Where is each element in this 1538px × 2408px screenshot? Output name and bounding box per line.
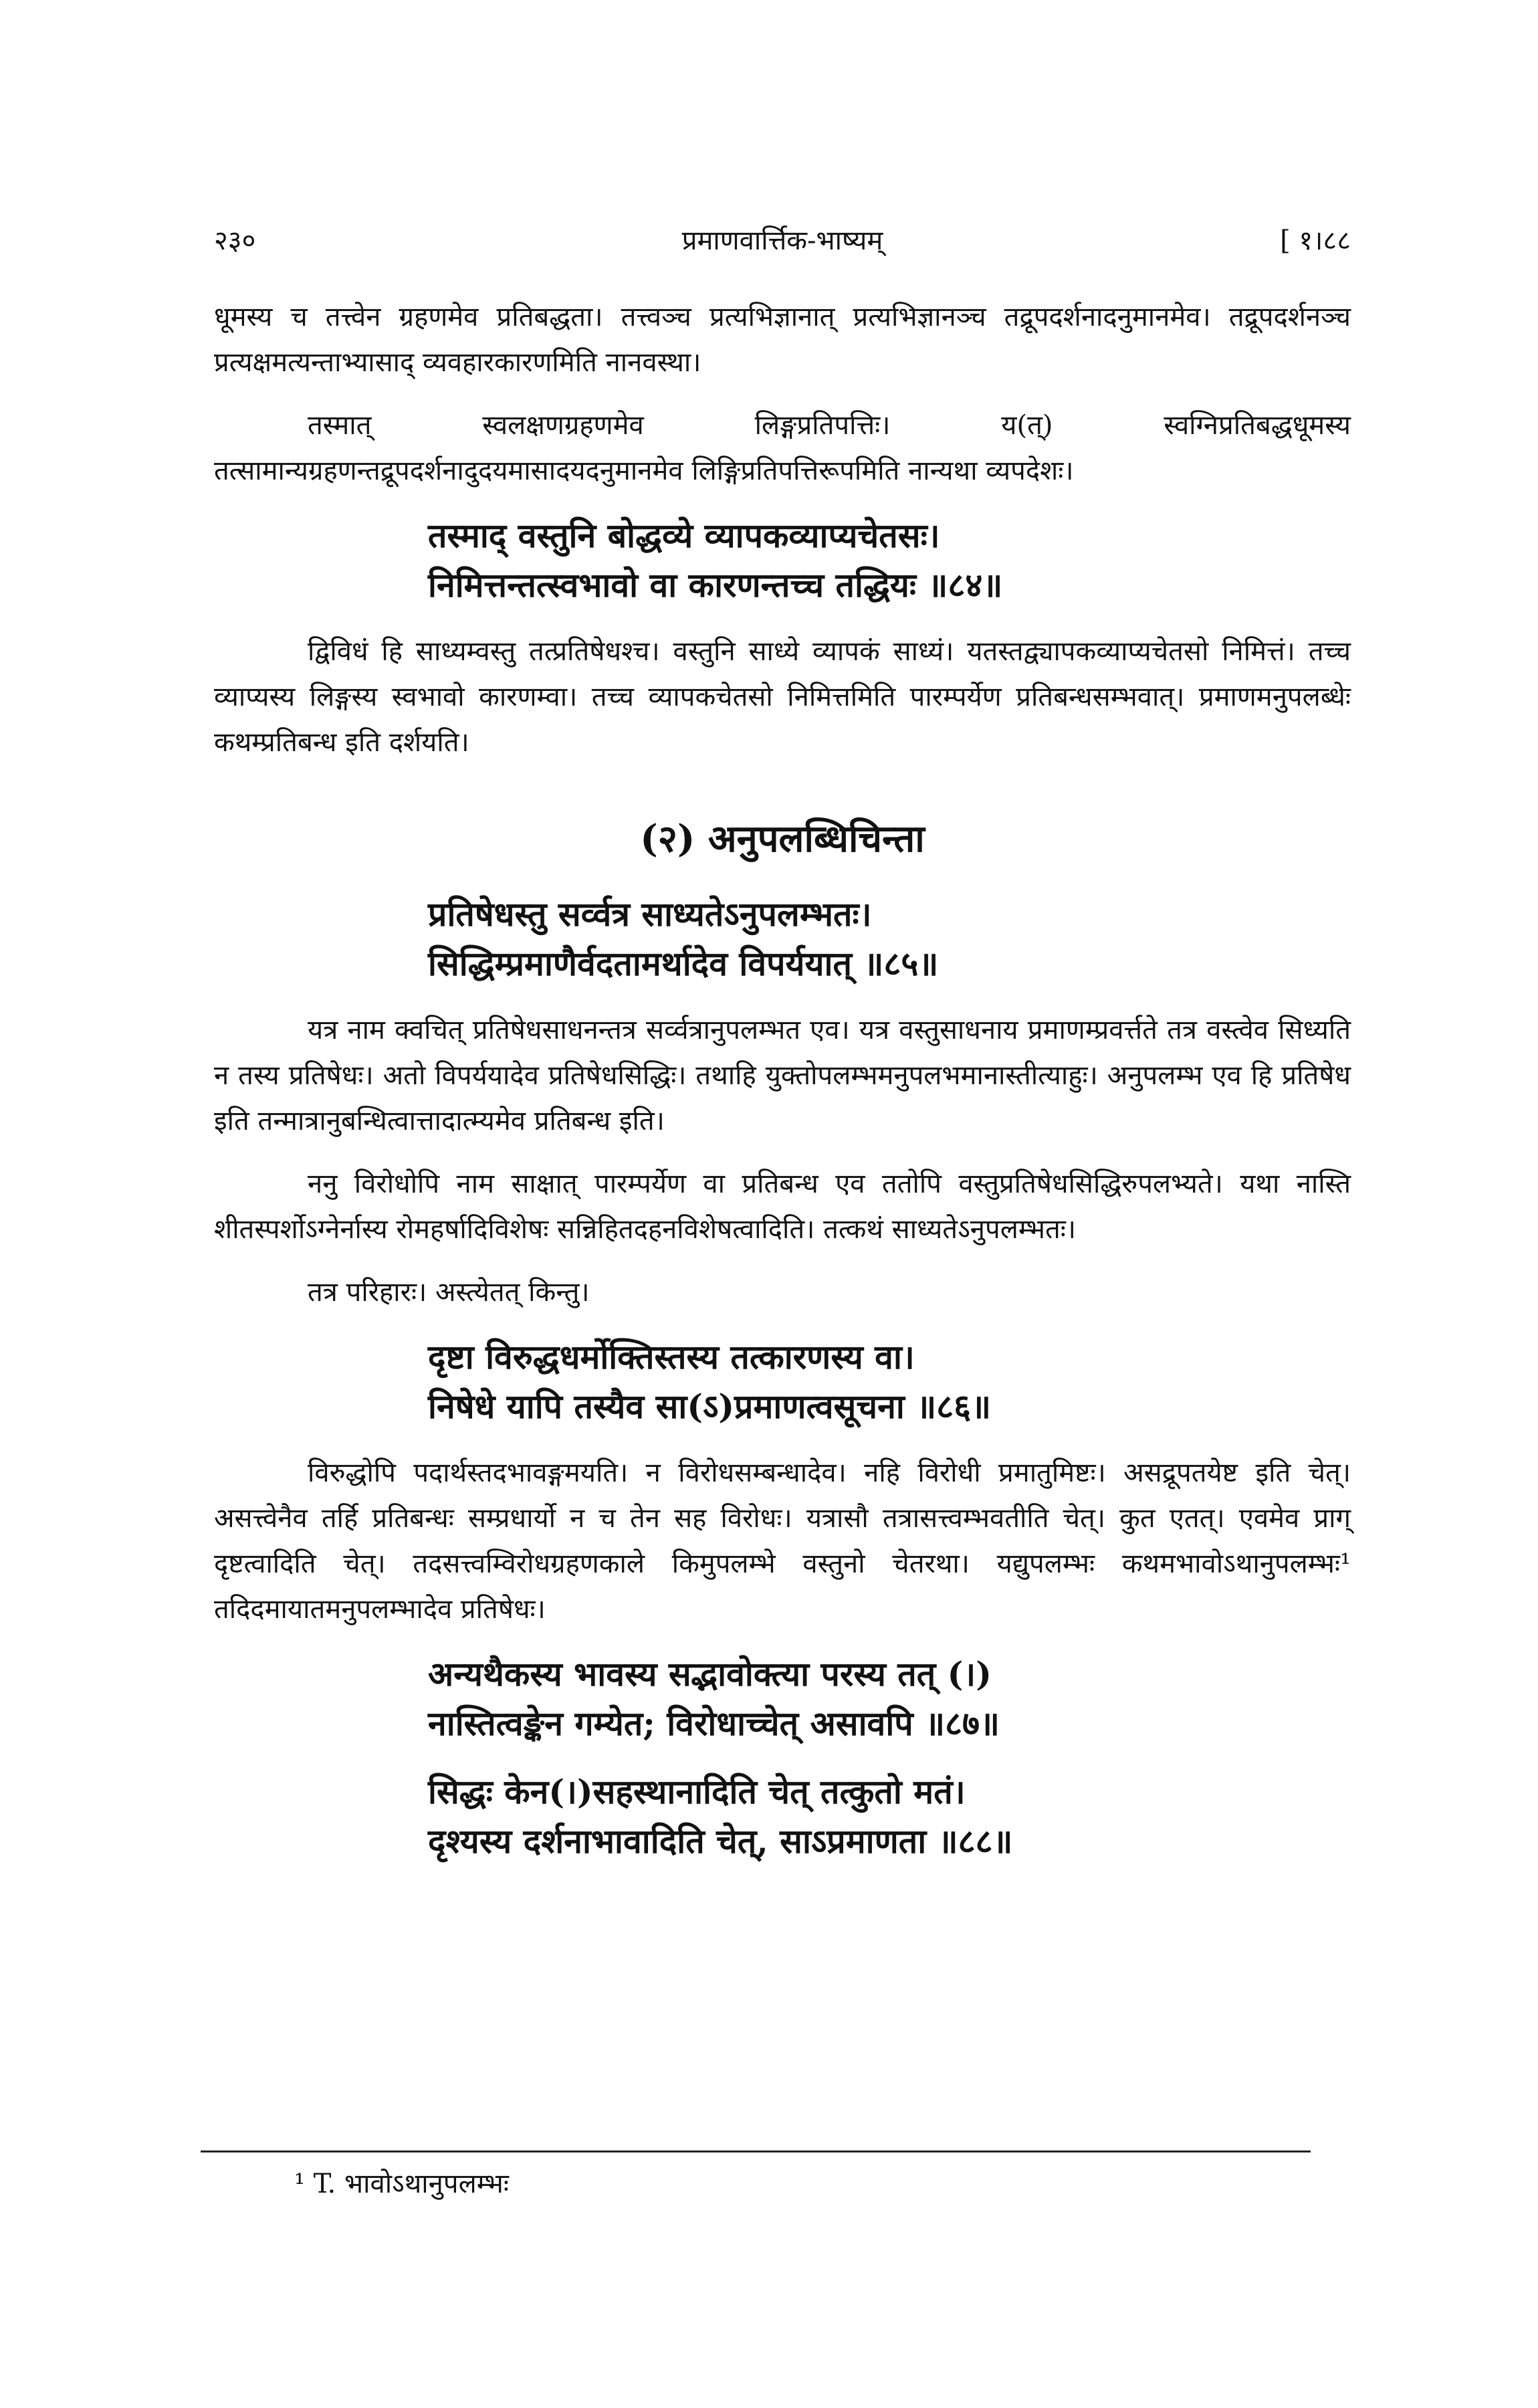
verse-86 [214,1332,1351,1431]
paragraph: यत्र नाम क्वचित् प्रतिषेधसाधनन्तत्र सर्व्वत्रानुपलम्भत एव। यत्र वस्तुसाधनाय प्रमाणम्प्रवर्त्तते तत्र वस्त्वेव सिध्यति न तस्य प्रतिषेधः। अतो विपर्ययादेव प्रतिषेधसिद्धिः। तथाहि युक्तोपलम्भमनुपलभमानास्तीत्याहुः। अनुपलम्भ एव हि प्रतिषेध इति तन्मात्रानुबन्धित्वात्तादात्म्यमेव प्रतिबन्ध इति। [214,1015,1351,1136]
verse-88 [214,1767,1351,1866]
running-title: प्रमाणवार्त्तिक-भाष्यम् [681,225,883,256]
verse-line: निमित्तन्तत्स्वभावो वा कारणन्तच्च तद्धियः ॥८४॥ [428,565,1003,605]
verse-line: निषेधे यापि तस्यैव सा(ऽ)प्रमाणत्वसूचना ॥८६॥ [428,1387,992,1426]
paragraph: विरुद्धोपि पदार्थस्तदभावङ्गमयति। न विरोधसम्बन्धादेव। नहि विरोधी प्रमातुमिष्टः। असद्रूपतयेष्ट इति चेत्। असत्त्वेनैव तर्हि प्रतिबन्धः सम्प्रधार्यो न च तेन सह विरोधः। यत्रासौ तत्रासत्त्वम्भवतीति चेत्। कुत एतत्। एवमेव प्राग् दृष्टत्वादिति चेत्। तदसत्त्वम्विरोधग्रहणकाले किमुपलम्भे वस्तुनो चेतरथा। यद्युपलम्भः कथमभावोऽथानुपलम्भः¹ तदिदमायातमनुपलम्भादेव प्रतिषेधः। [214,1458,1351,1625]
verse-line: सिद्धिम्प्रमाणैर्वदतामर्थादेव विपर्ययात् ॥८५॥ [428,944,939,983]
verse-line: नास्तित्वङ्केन गम्येत; विरोधाच्चेत् असावपि ॥८७॥ [428,1704,1000,1743]
footnote: ¹ T. भावोऽथानुपलम्भः [294,2169,509,2199]
verse-line: प्रतिषेधस्तु सर्व्वत्र साध्यतेऽनुपलम्भतः। [428,894,872,934]
page-body [214,294,1351,1885]
section-heading: (२) अनुपलब्धिचिन्ता [640,817,925,861]
paragraph: धूमस्य च तत्त्वेन ग्रहणमेव प्रतिबद्धता। तत्त्वञ्च प्रत्यभिज्ञानात् प्रत्यभिज्ञानञ्च तद्रूपदर्शनादनुमानमेव। तद्रूपदर्शनञ्च प्रत्यक्षमत्यन्ताभ्यासाद् व्यवहारकारणमिति नानवस्था। [214,302,1351,378]
paragraph: तत्र परिहारः। अस्त्येतत् किन्तु। [308,1277,590,1308]
verse-87 [214,1649,1351,1748]
verse-line: दृश्यस्य दर्शनाभावादिति चेत्, साऽप्रमाणता ॥८८॥ [428,1821,1013,1861]
page-header [214,221,1351,268]
verse-line: तस्माद् वस्तुनि बोद्धव्ये व्यापकव्याप्यचेतसः। [428,516,940,555]
verse-line: अन्यथैकस्य भावस्य सद्भावोक्त्या परस्य तत् (।) [428,1654,992,1694]
paragraph: ननु विरोधोपि नाम साक्षात् पारम्पर्येण वा प्रतिबन्ध एव ततोपि वस्तुप्रतिषेधसिद्धिरुपलभ्यते। यथा नास्ति शीतस्पर्शोऽग्नेर्नास्य रोमहर्षादिविशेषः सन्निहितदहनविशेषत्वादिति। तत्कथं साध्यतेऽनुपलम्भतः। [214,1169,1351,1245]
paragraph: तस्मात् स्वलक्षणग्रहणमेव लिङ्गप्रतिपत्तिः। य(त्) स्वग्निप्रतिबद्धधूमस्य तत्सामान्यग्रहणन्तद्रूपदर्शनादुदयमासादयदनुमानमेव लिङ्गिप्रतिपत्तिरूपमिति नान्यथा व्यपदेशः। [214,410,1351,486]
footnote-divider [201,2150,1311,2152]
verse-85 [214,890,1351,989]
verse-reference: [ १।८८ [1280,225,1351,256]
paragraph: द्विविधं हि साध्यम्वस्तु तत्प्रतिषेधश्च। वस्तुनि साध्ये व्यापकं साध्यं। यतस्तद्व्यापकव्याप्यचेतसो निमित्तं। तच्च व्याप्यस्य लिङ्गस्य स्वभावो कारणम्वा। तच्च व्यापकचेतसो निमित्तमिति पारम्पर्येण प्रतिबन्धसम्भवात्। प्रमाणमनुपलब्धेः कथम्प्रतिबन्ध इति दर्शयति। [214,636,1351,758]
verse-84 [214,511,1351,610]
verse-line: सिद्धः केन(।)सहस्थानादिति चेत् तत्कुतो मतं। [428,1772,966,1811]
page-number: २३० [214,225,256,256]
verse-line: दृष्टा विरुद्धधर्मोक्तिस्तस्य तत्कारणस्य वा। [428,1337,915,1377]
